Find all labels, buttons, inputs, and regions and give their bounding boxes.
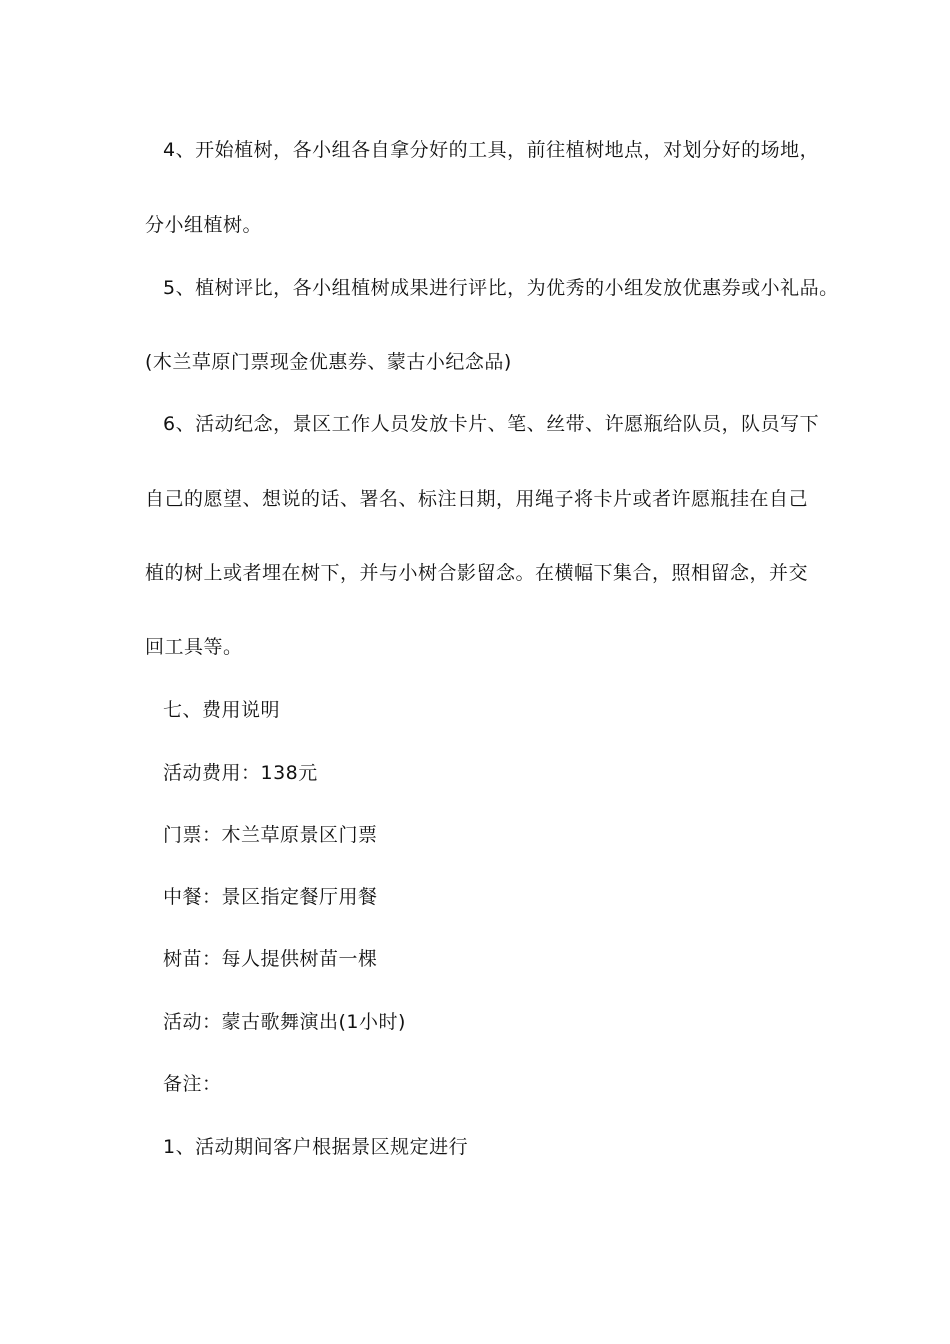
cost-item-ticket: 门票：木兰草原景区门票: [163, 824, 378, 846]
paragraph-step-6-line-1: 6、活动纪念，景区工作人员发放卡片、笔、丝带、许愿瓶给队员，队员写下: [163, 413, 820, 435]
cost-item-fee: 活动费用：138元: [163, 762, 318, 784]
paragraph-step-4-line-2: 分小组植树。: [145, 214, 263, 236]
paragraph-step-6-line-2: 自己的愿望、想说的话、署名、标注日期，用绳子将卡片或者许愿瓶挂在自己: [145, 488, 809, 510]
note-item-1: 1、活动期间客户根据景区规定进行: [163, 1136, 469, 1158]
cost-item-activity: 活动：蒙古歌舞演出(1小时): [163, 1011, 406, 1033]
paragraph-step-5-line-1: 5、植树评比，各小组植树成果进行评比，为优秀的小组发放优惠券或小礼品。: [163, 277, 839, 299]
cost-item-lunch: 中餐：景区指定餐厅用餐: [163, 886, 378, 908]
cost-item-sapling: 树苗：每人提供树苗一棵: [163, 948, 378, 970]
paragraph-step-6-line-3: 植的树上或者埋在树下，并与小树合影留念。在横幅下集合，照相留念，并交: [145, 562, 809, 584]
section-heading-cost: 七、费用说明: [163, 699, 281, 721]
paragraph-step-5-line-2: (木兰草原门票现金优惠券、蒙古小纪念品): [145, 351, 512, 373]
paragraph-step-4-line-1: 4、开始植树，各小组各自拿分好的工具，前往植树地点，对划分好的场地，: [163, 139, 820, 161]
paragraph-step-6-line-4: 回工具等。: [145, 636, 243, 658]
notes-label: 备注：: [163, 1073, 222, 1095]
